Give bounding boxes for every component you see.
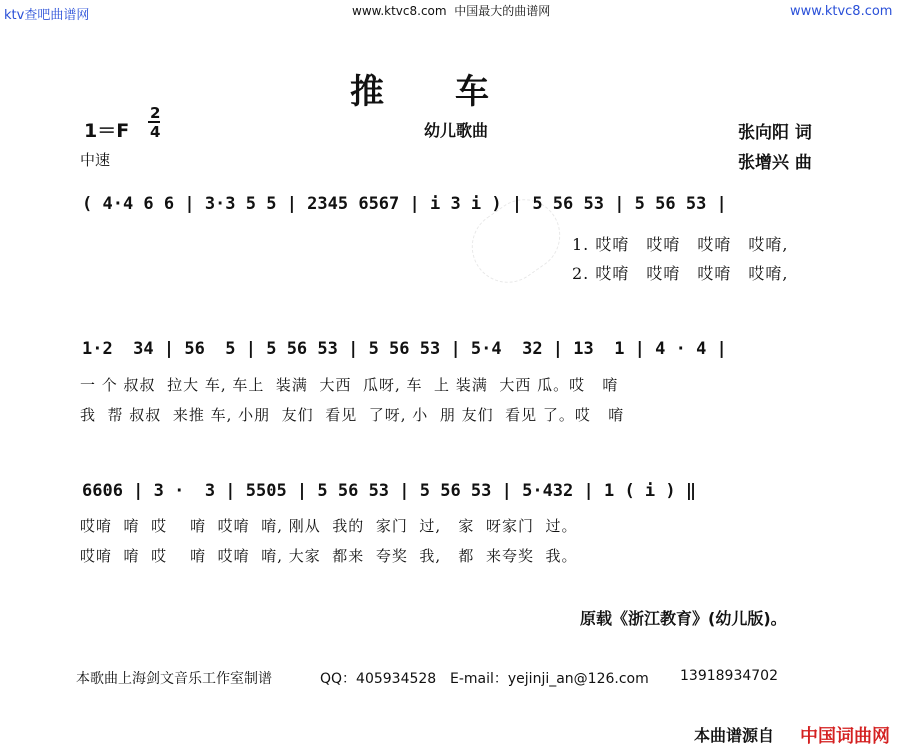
song-genre: 幼儿歌曲 (424, 121, 489, 140)
source-label: 本曲谱源自 (694, 726, 775, 745)
lyrics-row-1-verse-2: 2. 哎唷 哎唷 哎唷 哎唷, (572, 264, 789, 283)
lyrics-row-3-verse-1: 哎唷 唷 哎 唷 哎唷 唷, 刚从 我的 家门 过, 家 呀家门 过。 (80, 517, 578, 535)
site-link-center[interactable]: www.ktvc8.com 中国最大的曲谱网 (352, 4, 551, 18)
producer-credit: 本歌曲上海剑文音乐工作室制谱 (76, 671, 272, 687)
key-signature: 1＝F (84, 120, 130, 142)
source-note: 原载《浙江教育》(幼儿版)。 (580, 609, 787, 628)
notes-row-3: 6606 | 3 · 3 | 5505 | 5 56 53 | 5 56 53 | 5·432 | 1 ( i ) ‖ (82, 481, 697, 501)
notes-row-1: ( 4·4 6 6 | 3·3 5 5 | 2345 6567 | i 3 i ) | 5 56 53 | 5 56 53 | (82, 194, 727, 214)
lyrics-row-2-verse-1: 一 个 叔叔 拉大 车, 车上 装满 大西 瓜呀, 车 上 装满 大西 瓜。哎 唷 (80, 376, 619, 394)
lyricist: 张向阳 词 (738, 123, 812, 143)
notes-row-2: 1·2 34 | 56 5 | 5 56 53 | 5 56 53 | 5·4 32 | 13 1 | 4 · 4 | (82, 339, 727, 359)
time-signature-top: 2 (150, 104, 161, 122)
site-link-left[interactable]: ktv查吧曲谱网 (4, 8, 90, 23)
email-address[interactable]: E-mail：yejinji_an@126.com (450, 671, 649, 687)
qq-number: QQ：405934528 (320, 671, 437, 687)
tempo-marking: 中速 (80, 151, 111, 169)
lyrics-row-3-verse-2: 哎唷 唷 哎 唷 哎唷 唷, 大家 都来 夸奖 我, 都 来夸奖 我。 (80, 547, 578, 565)
composer: 张增兴 曲 (738, 153, 812, 173)
lyrics-row-1-verse-1: 1. 哎唷 哎唷 哎唷 哎唷, (572, 235, 789, 254)
brand-link[interactable]: 中国词曲网 (800, 726, 890, 747)
phone-number: 13918934702 (680, 668, 778, 684)
song-title: 推 车 (350, 72, 490, 112)
site-link-right[interactable]: www.ktvc8.com (790, 4, 893, 19)
lyrics-row-2-verse-2: 我 帮 叔叔 来推 车, 小朋 友们 看见 了呀, 小 朋 友们 看见 了。哎 唷 (80, 406, 625, 424)
time-signature-bottom: 4 (150, 123, 161, 141)
